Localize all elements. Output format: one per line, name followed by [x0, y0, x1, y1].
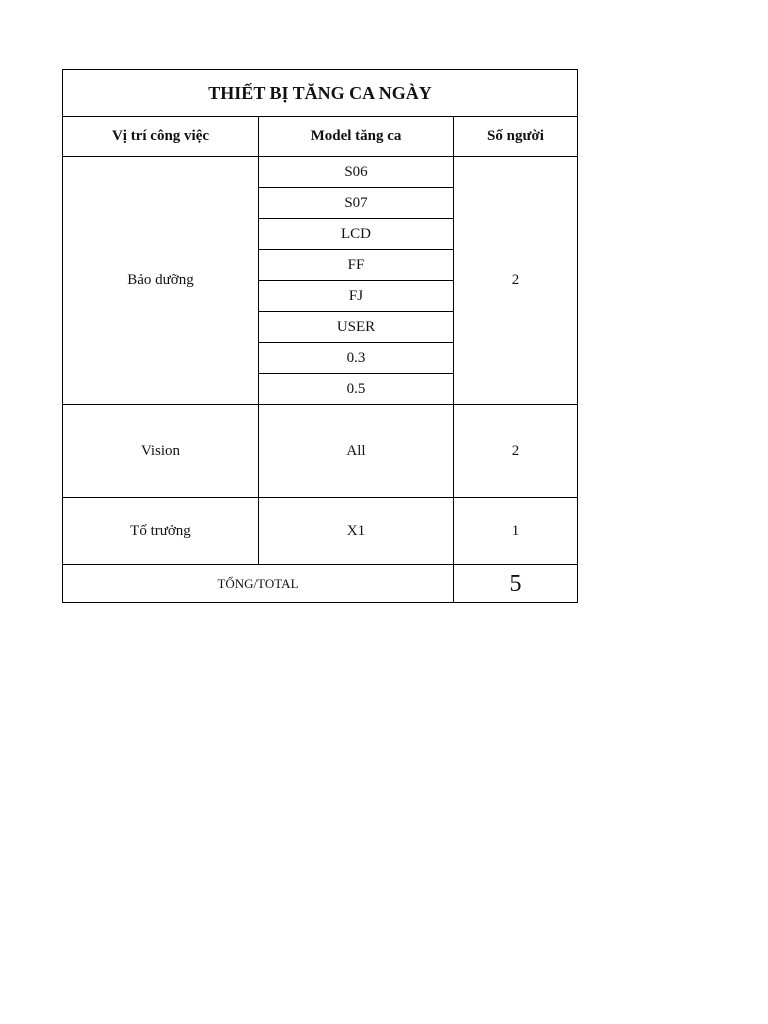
position-cell: Tố trưởng: [63, 498, 259, 565]
position-cell: Vision: [63, 405, 259, 498]
total-label: TỔNG/TOTAL: [63, 565, 454, 603]
header-row: [63, 117, 578, 157]
header-model: Model tăng ca: [259, 117, 454, 157]
header-position: Vị trí công việc: [63, 117, 259, 157]
people-cell: 1: [454, 498, 578, 565]
table-row: [63, 405, 578, 498]
overtime-equipment-table: [62, 69, 578, 603]
total-value: 5: [454, 565, 578, 603]
model-cell: USER: [259, 312, 454, 343]
model-cell: X1: [259, 498, 454, 565]
model-cell: S06: [259, 157, 454, 188]
table-row: [63, 498, 578, 565]
model-cell: 0.5: [259, 374, 454, 405]
header-people: Số người: [454, 117, 578, 157]
model-cell: LCD: [259, 219, 454, 250]
position-cell: Bảo dưỡng: [63, 157, 259, 405]
title-row: [63, 70, 578, 117]
model-cell: FJ: [259, 281, 454, 312]
table-row: [63, 157, 578, 188]
model-cell: FF: [259, 250, 454, 281]
people-cell: 2: [454, 405, 578, 498]
total-row: [63, 565, 578, 603]
model-cell: 0.3: [259, 343, 454, 374]
table-title: THIẾT BỊ TĂNG CA NGÀY: [63, 70, 578, 117]
people-cell: 2: [454, 157, 578, 405]
model-cell: All: [259, 405, 454, 498]
model-cell: S07: [259, 188, 454, 219]
